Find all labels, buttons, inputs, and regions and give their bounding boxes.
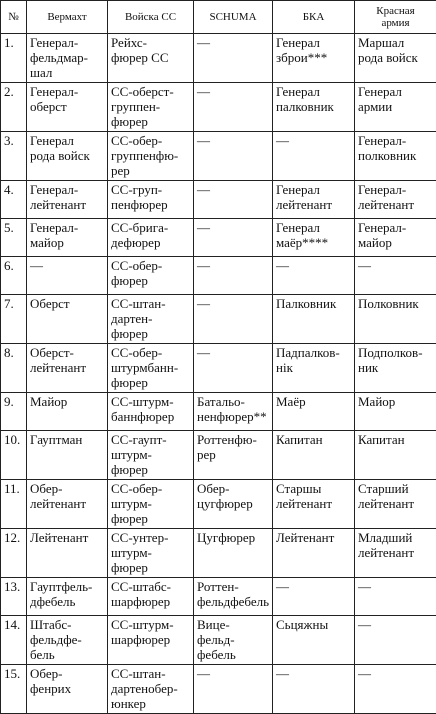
cell-number: 10. [1,431,27,480]
cell-red-army: Капитан [355,431,436,480]
cell-red-army: Генерал- майор [355,219,436,257]
cell-schuma: — [194,665,273,714]
cell-wehrmacht: Генерал- фельдмар- шал [27,34,108,83]
cell-red-army: Маршал рода войск [355,34,436,83]
header-red-army: Красная армия [355,1,436,34]
cell-wehrmacht: Оберст [27,295,108,344]
cell-bka: Генерал маёр**** [273,219,355,257]
cell-number: 9. [1,393,27,431]
cell-bka: Генерал палковник [273,83,355,132]
table-row [1,616,436,665]
cell-wehrmacht: Генерал- оберст [27,83,108,132]
cell-schuma: — [194,295,273,344]
cell-red-army: Генерал армии [355,83,436,132]
cell-red-army: Полковник [355,295,436,344]
cell-wehrmacht: Майор [27,393,108,431]
cell-schuma: — [194,83,273,132]
cell-ss: СС-обер- штурм- фюрер [108,480,194,529]
cell-red-army: — [355,578,436,616]
cell-bka: Капитан [273,431,355,480]
cell-bka: Палковник [273,295,355,344]
table-row [1,219,436,257]
cell-schuma: — [194,132,273,181]
cell-number: 1. [1,34,27,83]
cell-schuma: — [194,344,273,393]
cell-bka: Старшы лейтенант [273,480,355,529]
cell-bka: Падпалков- нік [273,344,355,393]
cell-number: 3. [1,132,27,181]
cell-number: 7. [1,295,27,344]
cell-wehrmacht: Штабс- фельдфе- бель [27,616,108,665]
cell-ss: СС-оберст- группен- фюрер [108,83,194,132]
table-row [1,578,436,616]
cell-wehrmacht: Оберст- лейтенант [27,344,108,393]
table-row [1,393,436,431]
cell-bka: Генерал зброи*** [273,34,355,83]
cell-ss: СС-штабс- шарфюрер [108,578,194,616]
cell-ss: СС-груп- пенфюрер [108,181,194,219]
cell-wehrmacht: Генерал- лейтенант [27,181,108,219]
table-row [1,344,436,393]
cell-wehrmacht: Гауптфель- дфебель [27,578,108,616]
cell-bka: Маёр [273,393,355,431]
header-number: № [1,1,27,34]
cell-ss: СС-брига- дефюрер [108,219,194,257]
cell-bka: — [273,665,355,714]
cell-red-army: Подполков- ник [355,344,436,393]
cell-schuma: Батальо- ненфюрер** [194,393,273,431]
cell-schuma: Роттен- фельдфебель [194,578,273,616]
cell-bka: — [273,132,355,181]
cell-red-army: Младший лейтенант [355,529,436,578]
cell-bka: — [273,578,355,616]
cell-number: 4. [1,181,27,219]
cell-wehrmacht: Лейтенант [27,529,108,578]
header-schuma: SCHUMA [194,1,273,34]
table-row [1,480,436,529]
cell-schuma: Вице- фельд- фебель [194,616,273,665]
cell-wehrmacht: — [27,257,108,295]
cell-red-army: — [355,257,436,295]
table-row [1,34,436,83]
cell-ss: СС-штурм- баннфюрер [108,393,194,431]
table-row [1,295,436,344]
table-row [1,181,436,219]
cell-ss: СС-обер- группенфю- рер [108,132,194,181]
cell-schuma: — [194,34,273,83]
table-row [1,431,436,480]
cell-red-army: Старший лейтенант [355,480,436,529]
cell-ss: Рейхс- фюрер СС [108,34,194,83]
cell-number: 8. [1,344,27,393]
cell-number: 12. [1,529,27,578]
cell-ss: СС-штурм- шарфюрер [108,616,194,665]
cell-red-army: — [355,665,436,714]
header-bka: БКА [273,1,355,34]
cell-schuma: — [194,219,273,257]
cell-wehrmacht: Генерал рода войск [27,132,108,181]
cell-ss: СС-обер- штурмбанн- фюрер [108,344,194,393]
cell-red-army: Майор [355,393,436,431]
cell-schuma: — [194,257,273,295]
cell-ss: СС-штан- дартен- фюрер [108,295,194,344]
cell-number: 14. [1,616,27,665]
cell-schuma: Обер- цугфюрер [194,480,273,529]
cell-bka: Лейтенант [273,529,355,578]
header-ss: Войска СС [108,1,194,34]
cell-red-army: — [355,616,436,665]
cell-bka: — [273,257,355,295]
header-wehrmacht: Вермахт [27,1,108,34]
table-row [1,529,436,578]
cell-bka: Генерал лейтенант [273,181,355,219]
cell-number: 5. [1,219,27,257]
cell-number: 6. [1,257,27,295]
cell-ss: СС-штан- дартенобер- юнкер [108,665,194,714]
cell-wehrmacht: Обер- фенрих [27,665,108,714]
cell-red-army: Генерал- полковник [355,132,436,181]
cell-wehrmacht: Гауптман [27,431,108,480]
cell-number: 2. [1,83,27,132]
cell-schuma: Роттенфю- рер [194,431,273,480]
cell-wehrmacht: Генерал- майор [27,219,108,257]
cell-red-army: Генерал- лейтенант [355,181,436,219]
cell-ss: СС-обер- фюрер [108,257,194,295]
table-row [1,83,436,132]
cell-schuma: Цугфюрер [194,529,273,578]
cell-wehrmacht: Обер- лейтенант [27,480,108,529]
table-row [1,257,436,295]
cell-ss: СС-унтер- штурм- фюрер [108,529,194,578]
cell-schuma: — [194,181,273,219]
table-row [1,132,436,181]
header-row [1,1,436,34]
table-row [1,665,436,714]
cell-number: 13. [1,578,27,616]
cell-bka: Сьцяжны [273,616,355,665]
cell-number: 15. [1,665,27,714]
cell-number: 11. [1,480,27,529]
cell-ss: СС-гаупт- штурм- фюрер [108,431,194,480]
